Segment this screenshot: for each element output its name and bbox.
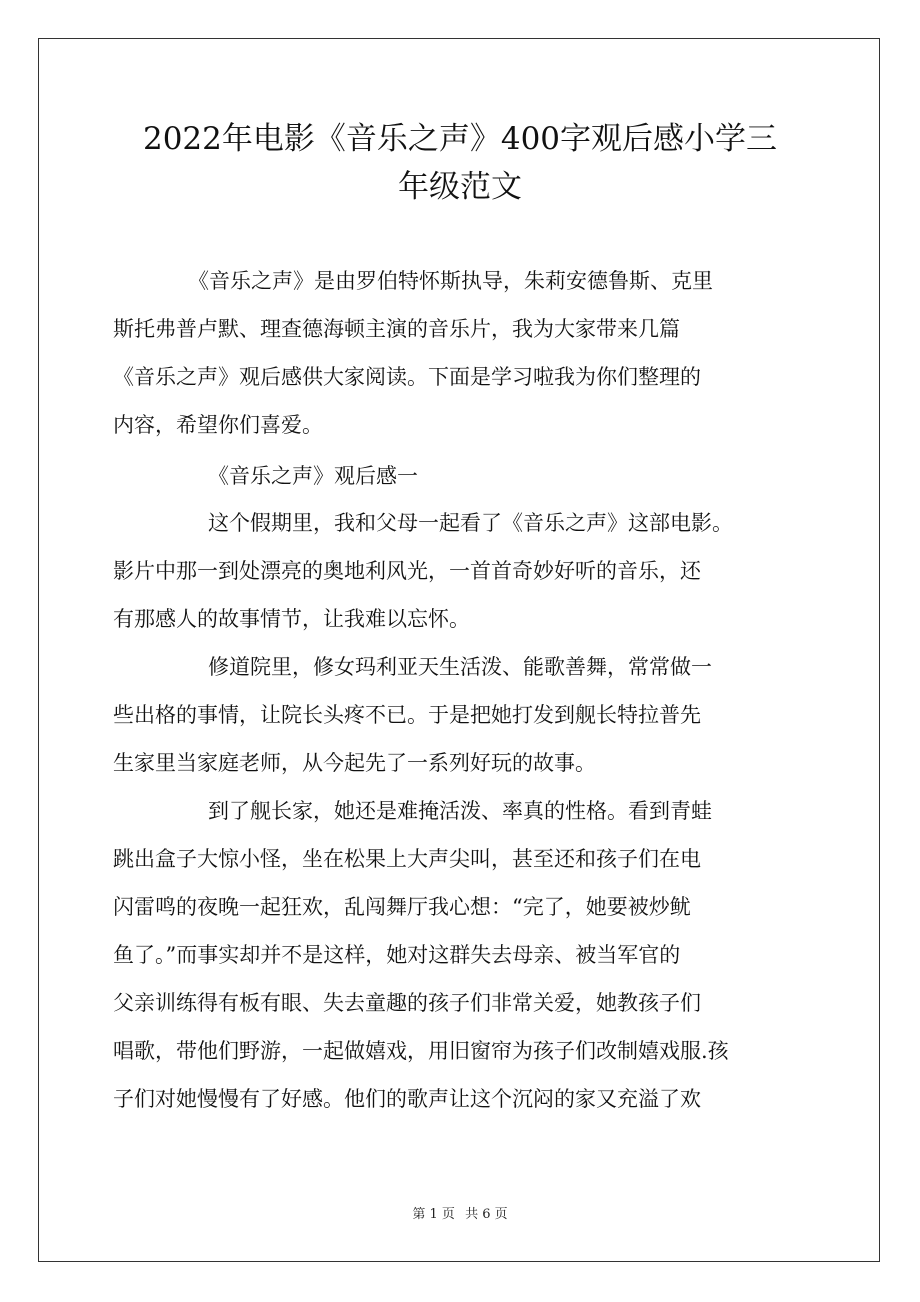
paragraph-line: 些出格的事情，让院长头疼不已。于是把她打发到舰长特拉普先 — [113, 703, 701, 727]
paragraph-line: 鱼了。”而事实却并不是这样，她对这群失去母亲、被当军官的 — [113, 943, 681, 967]
paragraph-line: 唱歌，带他们野游，一起做嬉戏，用旧窗帘为孩子们改制嬉戏服.孩 — [113, 1039, 729, 1063]
paragraph-line: 《音乐之声》观后感供大家阅读。下面是学习啦我为你们整理的 — [113, 365, 701, 389]
document-title-line-2: 年级范文 — [398, 169, 522, 205]
paragraph-line: 修道院里，修女玛利亚天生活泼、能歌善舞，常常做一 — [208, 655, 712, 679]
paragraph-line: 闪雷鸣的夜晚一起狂欢，乱闯舞厅我心想：“完了，她要被炒鱿 — [113, 895, 691, 919]
paragraph-line: 内容，希望你们喜爱。 — [113, 413, 323, 437]
paragraph-line: 这个假期里，我和父母一起看了《音乐之声》这部电影。 — [208, 511, 733, 535]
page-footer — [0, 1206, 920, 1224]
paragraph-line: 到了舰长家，她还是难掩活泼、率真的性格。看到青蛙 — [208, 799, 712, 823]
page-border — [38, 38, 880, 1262]
page-total: 共 6 页 — [465, 1207, 508, 1222]
document-title-line-1: 2022年电影《音乐之声》400字观后感小学三 — [142, 121, 778, 157]
paragraph-line: 跳出盒子大惊小怪，坐在松果上大声尖叫，甚至还和孩子们在电 — [113, 847, 701, 871]
paragraph-line: 《音乐之声》是由罗伯特怀斯执导，朱莉安德鲁斯、克里 — [188, 269, 713, 293]
section-heading: 《音乐之声》观后感一 — [208, 464, 418, 488]
paragraph-line: 影片中那一到处漂亮的奥地利风光，一首首奇妙好听的音乐，还 — [113, 559, 701, 583]
page-number: 第 1 页 — [412, 1207, 455, 1222]
paragraph-line: 有那感人的故事情节，让我难以忘怀。 — [113, 607, 470, 631]
paragraph-line: 父亲训练得有板有眼、失去童趣的孩子们非常关爱，她教孩子们 — [113, 991, 701, 1015]
paragraph-line: 生家里当家庭老师，从今起先了一系列好玩的故事。 — [113, 751, 596, 775]
paragraph-line: 子们对她慢慢有了好感。他们的歌声让这个沉闷的家又充溢了欢 — [113, 1087, 701, 1111]
paragraph-line: 斯托弗普卢默、理查德海顿主演的音乐片，我为大家带来几篇 — [113, 317, 680, 341]
